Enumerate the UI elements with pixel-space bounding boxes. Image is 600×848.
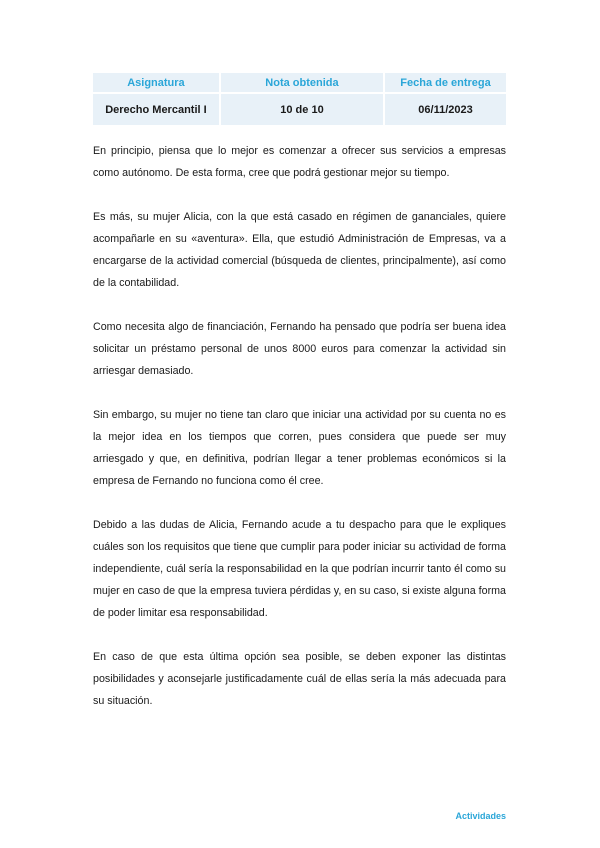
paragraph: Es más, su mujer Alicia, con la que está casado en régimen de gananciales, quiere acompañarle en su «aventura». Ella, que estudió Administración de Empresas, va a encargarse de la actividad comercial (búsqueda de clientes, principalmente), así como de la contabilidad.: [93, 211, 506, 289]
header-nota-obtenida: Nota obtenida: [221, 73, 385, 94]
paragraph: En principio, piensa que lo mejor es comenzar a ofrecer sus servicios a empresas como autónomo. De esta forma, cree que podrá gestionar mejor su tiempo.: [93, 145, 506, 179]
footer-section-label: Actividades: [455, 811, 506, 821]
table-row: [93, 94, 506, 125]
cell-asignatura: Derecho Mercantil I: [93, 94, 221, 125]
cell-fecha-de-entrega: 06/11/2023: [385, 94, 506, 125]
header-asignatura: Asignatura: [93, 73, 221, 94]
header-fecha-de-entrega: Fecha de entrega: [385, 73, 506, 94]
paragraph: En caso de que esta última opción sea posible, se deben exponer las distintas posibilidades y aconsejarle justificadamente cuál de ellas sería la más adecuada para su situación.: [93, 651, 506, 707]
assignment-info-table: [93, 73, 506, 125]
paragraph: Sin embargo, su mujer no tiene tan claro que iniciar una actividad por su cuenta no es la mejor idea en los tiempos que corren, pues considera que puede ser muy arriesgado y que, en definitiva, podrían llegar a tener problemas económicos si la empresa de Fernando no funciona como él cree.: [93, 409, 506, 487]
cell-nota-obtenida: 10 de 10: [221, 94, 385, 125]
paragraph: Debido a las dudas de Alicia, Fernando acude a tu despacho para que le expliques cuáles son los requisitos que tiene que cumplir para poder iniciar su actividad de forma independiente, cuál sería la responsabilidad en la que podrían incurrir tanto él como su mujer en caso de que la empresa tuviera pérdidas y, en su caso, si existe alguna forma de poder limitar esa responsabilidad.: [93, 519, 506, 619]
document-body: [93, 140, 506, 734]
table-header-row: [93, 73, 506, 94]
paragraph: Como necesita algo de financiación, Fernando ha pensado que podría ser buena idea solicitar un préstamo personal de unos 8000 euros para comenzar la actividad sin arriesgar demasiado.: [93, 321, 506, 377]
